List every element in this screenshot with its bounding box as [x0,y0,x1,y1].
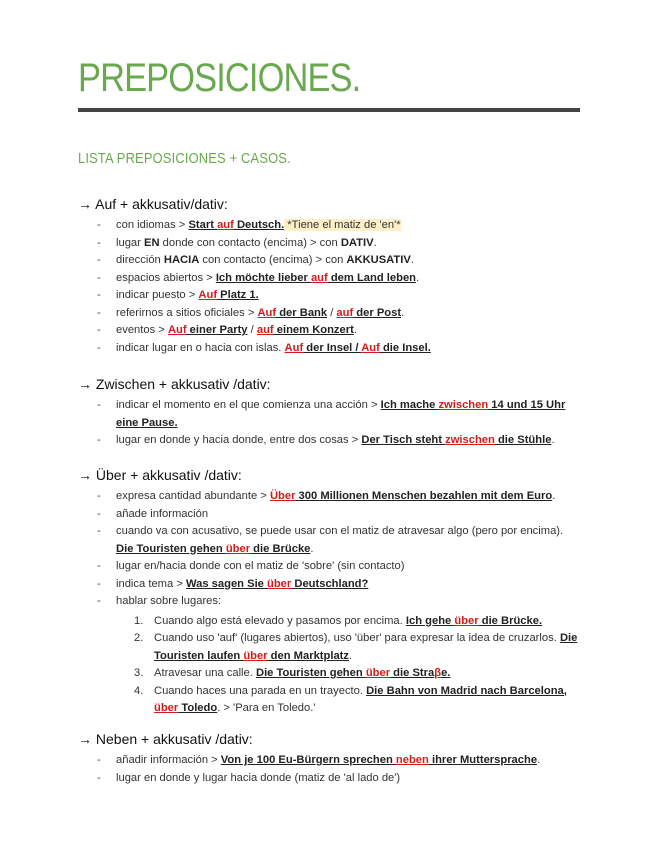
section-uber [78,467,583,718]
sublist-item: 3. Atravesar una calle. Die Touristen gehen über die Straβe. [134,667,451,679]
list-item: - eventos > Auf einer Party / auf einem Konzert. [78,322,583,340]
section-heading: → Zwischen + akkusativ /dativ: [78,376,271,392]
list-item: - espacios abiertos > Ich möchte lieber auf dem Land leben. [78,270,583,288]
section-zwischen [78,376,583,450]
list-item: - expresa cantidad abundante > Über 300 Millionen Menschen bezahlen mit dem Euro. [78,488,583,506]
sublist-item: 2. Cuando uso 'auf' (lugares abiertos), uso 'über' para expresar la idea de cruzarlos. Die Touristen laufen über den Marktplatz. [134,632,578,662]
sublist-item: 1. Cuando algo está elevado y pasamos por encima. Ich gehe über die Brücke. [134,614,543,627]
section-heading: → Neben + akkusativ /dativ: [78,731,253,747]
title-divider [78,108,580,112]
list-item: - indicar puesto > Auf Platz 1. [78,287,583,305]
list-item: - añadir información > Von je 100 Eu-Bürgern sprechen neben ihrer Muttersprache. [78,752,583,770]
section-heading: → Auf + akkusativ/dativ: [78,196,228,212]
list-item: - dirección HACIA con contacto (encima) > con AKKUSATIV. [78,252,583,270]
page-subtitle: LISTA PREPOSICIONES + CASOS. [78,150,291,167]
sublist-item: 4. Cuando haces una parada en un trayecto. Die Bahn von Madrid nach Barcelona, über Toledo. > 'Para en Toledo.' [134,684,567,714]
list-item: - referirnos a sitios oficiales > Auf der Bank / auf der Post. [78,305,583,323]
list-item: - lugar en donde y hacia donde, entre dos cosas > Der Tisch steht zwischen die Stühle. [78,432,583,450]
list-item: - hablar sobre lugares: 1. Cuando algo está elevado y pasamos por encima. Ich gehe über die Brücke. 2. Cuando uso 'auf' (lugares abiertos), uso 'über' para expresar la idea de cruzarlos. Die Touristen laufen über den Marktplatz. 3. Atravesar una calle. Die Touristen gehen über die Straβe. 4. Cuando haces una parada en un trayecto. Die Bahn von Madrid nach Barcelona, über Toledo. > 'Para en Toledo.' [78,593,583,718]
list-item: - lugar en donde y lugar hacia donde (matiz de 'al lado de') [78,770,583,788]
list-item: - añade información [78,506,583,524]
list-item: - indicar el momento en el que comienza una acción > Ich mache zwischen 14 und 15 Uhr eine Pause. [78,397,583,432]
section-heading: → Über + akkusativ /dativ: [78,467,242,483]
list-item: - lugar en/hacia donde con el matiz de 'sobre' (sin contacto) [78,558,583,576]
section-auf [78,196,583,357]
list-item: - cuando va con acusativo, se puede usar con el matiz de atravesar algo (pero por encima). Die Touristen gehen über die Brücke. [78,523,583,558]
list-item: - lugar EN donde con contacto (encima) > con DATIV. [78,235,583,253]
list-item: - indicar lugar en o hacia con islas. Auf der Insel / Auf die Insel. [78,340,583,358]
page-title: PREPOSICIONES. [78,56,361,100]
section-neben [78,731,583,787]
list-item: - indica tema > Was sagen Sie über Deutschland? [78,576,583,594]
list-item: - con idiomas > Start auf Deutsch. *Tiene el matiz de 'en'* [78,217,583,235]
numbered-sublist [116,613,583,718]
